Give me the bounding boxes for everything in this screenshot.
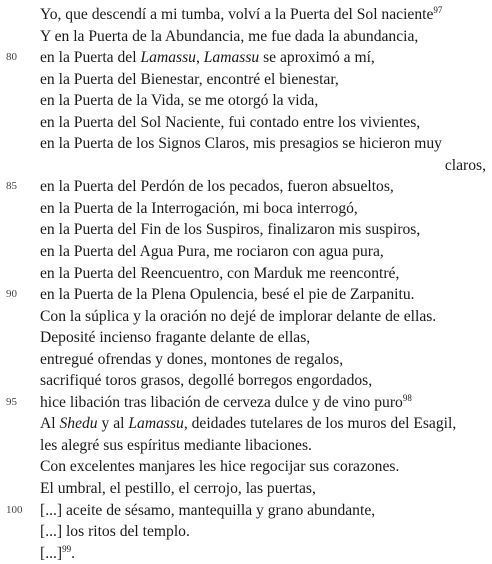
line-number: 85 xyxy=(6,180,17,193)
text-segment: entregué ofrendas y dones, montones de regalos, xyxy=(40,350,344,368)
line-text xyxy=(40,500,375,522)
poem-line xyxy=(0,478,492,500)
text-segment: en la Puerta del Reencuentro, con Marduk me reencontré, xyxy=(40,264,400,282)
text-segment: [...] aceite de sésamo, mantequilla y grano abundante, xyxy=(40,501,376,519)
poem-line xyxy=(0,112,492,134)
text-segment: sacrifiqué toros grasos, degollé borregos engordados, xyxy=(40,372,373,390)
text-segment: Al xyxy=(40,415,60,433)
line-text xyxy=(40,4,442,26)
poem-line xyxy=(0,327,492,349)
line-text xyxy=(40,90,318,112)
text-segment: en la Puerta del Perdón de los pecados, fueron absueltos, xyxy=(40,178,394,196)
text-segment: Yo, que descendí a mi tumba, volví a la Puerta del Sol naciente xyxy=(40,6,434,23)
text-segment: Con excelentes manjares les hice regocijar sus corazones. xyxy=(40,458,400,476)
text-segment: hice libación tras libación de cerveza dulce y de vino puro xyxy=(40,393,403,411)
italic-term: Lamassu xyxy=(128,415,184,433)
line-text xyxy=(40,349,343,371)
line-number: 90 xyxy=(6,288,17,301)
text-segment: en la Puerta del Bienestar, encontré el bienestar, xyxy=(40,70,339,88)
poem-line xyxy=(0,521,492,543)
line-text xyxy=(40,284,415,306)
text-segment: Y en la Puerta de la Abundancia, me fue dada la abundancia, xyxy=(40,27,419,45)
line-text xyxy=(40,413,456,435)
text-segment: en la Puerta del Sol Naciente, fui contado entre los vivientes, xyxy=(40,113,421,131)
poem-line xyxy=(0,370,492,392)
poem-text xyxy=(0,4,492,564)
poem-line xyxy=(0,4,492,26)
line-text xyxy=(40,370,372,392)
italic-term: Shedu xyxy=(59,415,98,433)
line-text xyxy=(40,47,375,69)
poem-line xyxy=(0,176,492,198)
poem-line xyxy=(0,90,492,112)
line-text xyxy=(40,392,412,414)
line-number: 100 xyxy=(6,503,23,516)
line-text xyxy=(40,241,384,263)
poem-line xyxy=(0,133,492,155)
line-text xyxy=(40,521,190,543)
line-text xyxy=(445,155,486,177)
text-segment: se aproximó a mí, xyxy=(259,49,375,67)
line-number: 80 xyxy=(6,51,17,64)
line-text xyxy=(40,133,442,155)
footnote-ref[interactable]: 97 xyxy=(433,5,443,15)
poem-line xyxy=(0,26,492,48)
poem-line xyxy=(0,392,492,414)
line-number: 95 xyxy=(6,395,17,408)
text-segment: en la Puerta de la Interrogación, mi boca interrogó, xyxy=(40,199,358,217)
text-segment: El umbral, el pestillo, el cerrojo, las puertas, xyxy=(40,480,316,498)
footnote-ref[interactable]: 99 xyxy=(62,543,72,554)
text-segment: , xyxy=(195,49,204,67)
poem-line xyxy=(0,219,492,241)
line-text xyxy=(40,327,310,349)
line-text xyxy=(40,263,399,285)
text-segment: claros, xyxy=(444,156,486,174)
poem-line xyxy=(0,349,492,371)
poem-line xyxy=(0,456,492,478)
line-text xyxy=(40,456,399,478)
text-segment: . xyxy=(71,544,75,562)
text-segment: en la Puerta del xyxy=(40,49,141,67)
text-segment: y al xyxy=(97,415,129,433)
poem-line xyxy=(0,500,492,522)
text-segment: Con la súplica y la oración no dejé de implorar delante de ellas. xyxy=(40,307,437,325)
line-text xyxy=(40,198,358,220)
poem-line xyxy=(0,69,492,91)
poem-line xyxy=(0,284,492,306)
text-segment: en la Puerta del Agua Pura, me rociaron con agua pura, xyxy=(40,243,384,261)
line-text xyxy=(40,26,418,48)
text-segment: en la Puerta de los Signos Claros, mis presagios se hicieron muy xyxy=(40,135,442,153)
line-text xyxy=(40,219,420,241)
footnote-ref[interactable]: 98 xyxy=(402,392,412,403)
line-text xyxy=(40,478,316,500)
poem-line xyxy=(0,543,492,564)
line-text xyxy=(40,69,339,91)
line-text xyxy=(40,543,75,564)
line-text xyxy=(40,176,394,198)
line-text xyxy=(40,306,436,328)
poem-line xyxy=(0,155,492,177)
text-segment: en la Puerta de la Plena Opulencia, besé el pie de Zarpanitu. xyxy=(40,286,415,304)
poem-line xyxy=(0,306,492,328)
line-text xyxy=(40,435,312,457)
text-segment: [...] los ritos del templo. xyxy=(40,523,190,541)
poem-line xyxy=(0,435,492,457)
poem-line xyxy=(0,263,492,285)
italic-term: Lamassu xyxy=(203,49,260,67)
text-segment: Deposité incienso fragante delante de ellas, xyxy=(40,329,311,347)
text-segment: en la Puerta de la Vida, se me otorgó la vida, xyxy=(40,92,319,110)
poem-line xyxy=(0,198,492,220)
line-text xyxy=(40,112,420,134)
poem-line xyxy=(0,413,492,435)
poem-line xyxy=(0,241,492,263)
text-segment: les alegré sus espíritus mediante libaciones. xyxy=(40,436,312,454)
poem-line xyxy=(0,47,492,69)
text-segment: [...] xyxy=(40,544,63,562)
text-segment: en la Puerta del Fin de los Suspiros, finalizaron mis suspiros, xyxy=(40,221,421,239)
text-segment: , deidades tutelares de los muros del Esagil, xyxy=(183,415,457,433)
italic-term: Lamassu xyxy=(140,49,196,67)
